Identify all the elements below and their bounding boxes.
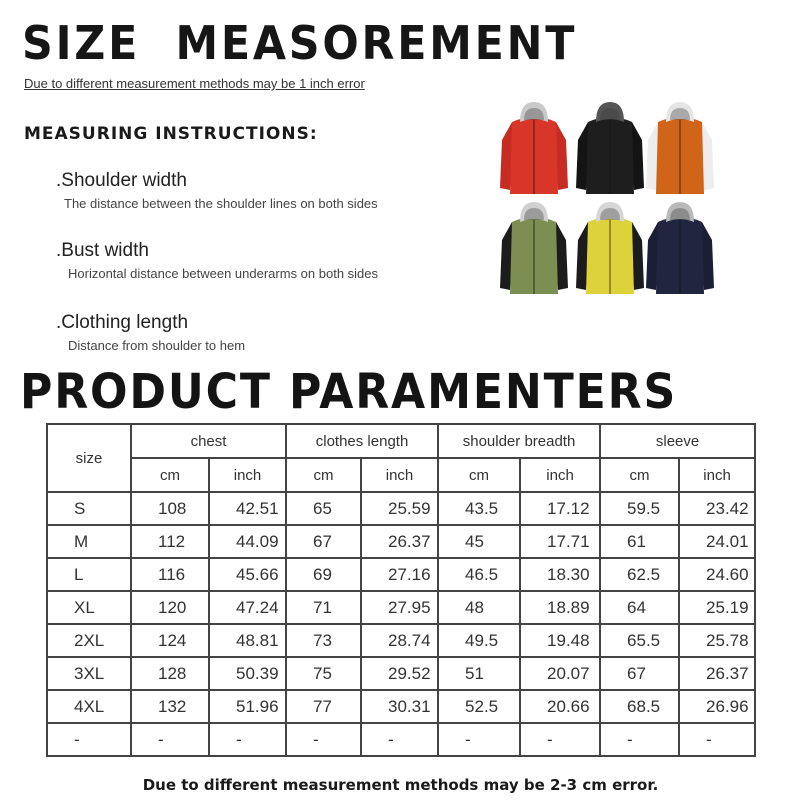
group-header-chest: chest bbox=[131, 424, 286, 458]
value-cell: 75 bbox=[286, 657, 361, 690]
table-row bbox=[47, 624, 755, 657]
unit-header: cm bbox=[131, 458, 209, 492]
value-cell: 67 bbox=[600, 657, 679, 690]
size-cell: 4XL bbox=[47, 690, 131, 723]
value-cell: 65 bbox=[286, 492, 361, 525]
value-cell: 61 bbox=[600, 525, 679, 558]
value-cell: 51.96 bbox=[209, 690, 286, 723]
size-cell: XL bbox=[47, 591, 131, 624]
instruction-desc: Horizontal distance between underarms on both sides bbox=[68, 266, 379, 281]
value-cell: 67 bbox=[286, 525, 361, 558]
size-header: size bbox=[47, 424, 131, 492]
value-cell: 17.12 bbox=[520, 492, 600, 525]
group-header-shoulder: shoulder breadth bbox=[438, 424, 600, 458]
value-cell: - bbox=[286, 723, 361, 756]
measurement-error-note: Due to different measurement methods may be 1 inch error bbox=[24, 76, 365, 91]
value-cell: 64 bbox=[600, 591, 679, 624]
value-cell: 30.31 bbox=[361, 690, 438, 723]
instruction-title: .Shoulder width bbox=[56, 170, 187, 191]
value-cell: 128 bbox=[131, 657, 209, 690]
value-cell: 18.30 bbox=[520, 558, 600, 591]
product-parameters-heading: PRODUCT PARAMENTERS bbox=[20, 364, 678, 420]
value-cell: 77 bbox=[286, 690, 361, 723]
size-cell: M bbox=[47, 525, 131, 558]
jackets-product-image bbox=[492, 100, 722, 300]
value-cell: - bbox=[209, 723, 286, 756]
value-cell: 24.01 bbox=[679, 525, 755, 558]
value-cell: 28.74 bbox=[361, 624, 438, 657]
value-cell: 18.89 bbox=[520, 591, 600, 624]
size-cell: 3XL bbox=[47, 657, 131, 690]
table-row bbox=[47, 492, 755, 525]
value-cell: 65.5 bbox=[600, 624, 679, 657]
value-cell: 48 bbox=[438, 591, 520, 624]
value-cell: 20.07 bbox=[520, 657, 600, 690]
value-cell: 112 bbox=[131, 525, 209, 558]
jacket-icon bbox=[500, 102, 568, 194]
table-row bbox=[47, 558, 755, 591]
value-cell: 73 bbox=[286, 624, 361, 657]
value-cell: 48.81 bbox=[209, 624, 286, 657]
value-cell: 43.5 bbox=[438, 492, 520, 525]
instruction-length bbox=[56, 312, 245, 353]
table-row bbox=[47, 525, 755, 558]
value-cell: 19.48 bbox=[520, 624, 600, 657]
instruction-bust bbox=[56, 240, 378, 281]
value-cell: 42.51 bbox=[209, 492, 286, 525]
value-cell: - bbox=[438, 723, 520, 756]
instruction-title: .Bust width bbox=[56, 240, 149, 261]
instruction-desc: The distance between the shoulder lines on both sides bbox=[64, 196, 378, 211]
size-cell: - bbox=[47, 723, 131, 756]
unit-header: inch bbox=[209, 458, 286, 492]
table-row bbox=[47, 690, 755, 723]
footer-error-note: Due to different measurement methods may be 2-3 cm error. bbox=[142, 776, 659, 794]
value-cell: 50.39 bbox=[209, 657, 286, 690]
table-row bbox=[47, 657, 755, 690]
jacket-icon bbox=[646, 202, 714, 294]
value-cell: 71 bbox=[286, 591, 361, 624]
value-cell: 46.5 bbox=[438, 558, 520, 591]
value-cell: 25.78 bbox=[679, 624, 755, 657]
value-cell: 108 bbox=[131, 492, 209, 525]
value-cell: - bbox=[600, 723, 679, 756]
value-cell: 26.37 bbox=[679, 657, 755, 690]
value-cell: 69 bbox=[286, 558, 361, 591]
table-row bbox=[47, 591, 755, 624]
unit-header: cm bbox=[286, 458, 361, 492]
size-cell: 2XL bbox=[47, 624, 131, 657]
value-cell: 52.5 bbox=[438, 690, 520, 723]
value-cell: - bbox=[361, 723, 438, 756]
page-title: SIZE MEASOREMENT bbox=[22, 16, 578, 70]
value-cell: 59.5 bbox=[600, 492, 679, 525]
value-cell: 17.71 bbox=[520, 525, 600, 558]
instructions-heading: MEASURING INSTRUCTIONS: bbox=[24, 124, 318, 144]
instruction-title: .Clothing length bbox=[56, 312, 189, 333]
value-cell: - bbox=[679, 723, 755, 756]
value-cell: 120 bbox=[131, 591, 209, 624]
value-cell: 25.19 bbox=[679, 591, 755, 624]
unit-header: inch bbox=[679, 458, 755, 492]
jacket-icon bbox=[576, 102, 644, 194]
value-cell: 23.42 bbox=[679, 492, 755, 525]
unit-header: inch bbox=[520, 458, 600, 492]
size-cell: S bbox=[47, 492, 131, 525]
value-cell: 27.16 bbox=[361, 558, 438, 591]
value-cell: 26.37 bbox=[361, 525, 438, 558]
value-cell: 116 bbox=[131, 558, 209, 591]
value-cell: 51 bbox=[438, 657, 520, 690]
group-header-length: clothes length bbox=[286, 424, 438, 458]
value-cell: - bbox=[131, 723, 209, 756]
jacket-icon bbox=[576, 202, 644, 294]
unit-header: inch bbox=[361, 458, 438, 492]
value-cell: 62.5 bbox=[600, 558, 679, 591]
unit-header: cm bbox=[600, 458, 679, 492]
value-cell: 20.66 bbox=[520, 690, 600, 723]
value-cell: 25.59 bbox=[361, 492, 438, 525]
jacket-icon bbox=[500, 202, 568, 294]
value-cell: 29.52 bbox=[361, 657, 438, 690]
value-cell: 47.24 bbox=[209, 591, 286, 624]
value-cell: 45.66 bbox=[209, 558, 286, 591]
jacket-icon bbox=[646, 102, 714, 194]
value-cell: 68.5 bbox=[600, 690, 679, 723]
size-cell: L bbox=[47, 558, 131, 591]
value-cell: 26.96 bbox=[679, 690, 755, 723]
table-row bbox=[47, 723, 755, 756]
unit-header: cm bbox=[438, 458, 520, 492]
instruction-shoulder bbox=[56, 170, 378, 211]
size-chart-table bbox=[46, 423, 756, 757]
value-cell: - bbox=[520, 723, 600, 756]
value-cell: 124 bbox=[131, 624, 209, 657]
value-cell: 27.95 bbox=[361, 591, 438, 624]
group-header-sleeve: sleeve bbox=[600, 424, 755, 458]
value-cell: 24.60 bbox=[679, 558, 755, 591]
value-cell: 44.09 bbox=[209, 525, 286, 558]
value-cell: 132 bbox=[131, 690, 209, 723]
value-cell: 45 bbox=[438, 525, 520, 558]
instruction-desc: Distance from shoulder to hem bbox=[68, 338, 246, 353]
value-cell: 49.5 bbox=[438, 624, 520, 657]
